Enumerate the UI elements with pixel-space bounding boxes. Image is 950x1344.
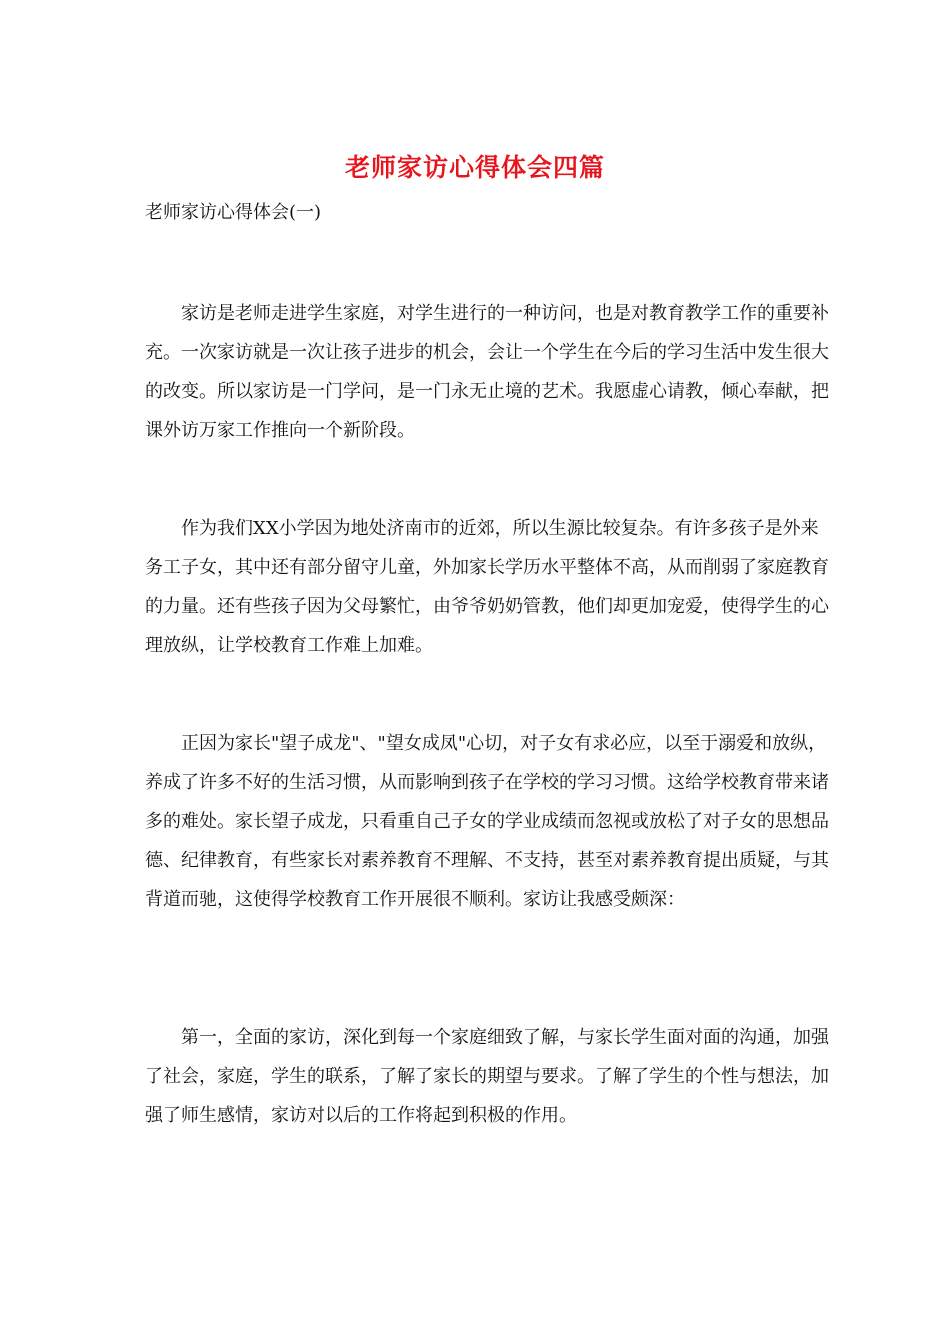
page-title: 老师家访心得体会四篇	[344, 153, 605, 182]
paragraph-4: 第一，全面的家访，深化到每一个家庭细致了解，与家长学生面对面的沟通，加强了社会，家庭，学生的联系，了解了家长的期望与要求。了解了学生的个性与想法，加强了师生感情，家访对以后的工作将起到积极的作用。	[145, 1027, 829, 1126]
paragraph-3: 正因为家长"望子成龙"、"望女成凤"心切，对子女有求必应，以至于溺爱和放纵，养成了许多不好的生活习惯，从而影响到孩子在学校的学习习惯。这给学校教育带来诸多的难处。家长望子成龙，只看重自己子女的学业成绩而忽视或放松了对子女的思想品德、纪律教育，有些家长对素养教育不理解、不支持，甚至对素养教育提出质疑，与其背道而驰，这使得学校教育工作开展很不顺利。家访让我感受颇深：	[145, 733, 829, 910]
section-subtitle: 老师家访心得体会(一)	[145, 202, 322, 223]
paragraph-2: 作为我们XX小学因为地处济南市的近郊，所以生源比较复杂。有许多孩子是外来务工子女，其中还有部分留守儿童，外加家长学历水平整体不高，从而削弱了家庭教育的力量。还有些孩子因为父母繁忙，由爷爷奶奶管教，他们却更加宠爱，使得学生的心理放纵，让学校教育工作难上加难。	[145, 518, 829, 656]
paragraph-1: 家访是老师走进学生家庭，对学生进行的一种访问，也是对教育教学工作的重要补充。一次家访就是一次让孩子进步的机会，会让一个学生在今后的学习生活中发生很大的改变。所以家访是一门学问，是一门永无止境的艺术。我愿虚心请教，倾心奉献，把课外访万家工作推向一个新阶段。	[145, 303, 829, 441]
